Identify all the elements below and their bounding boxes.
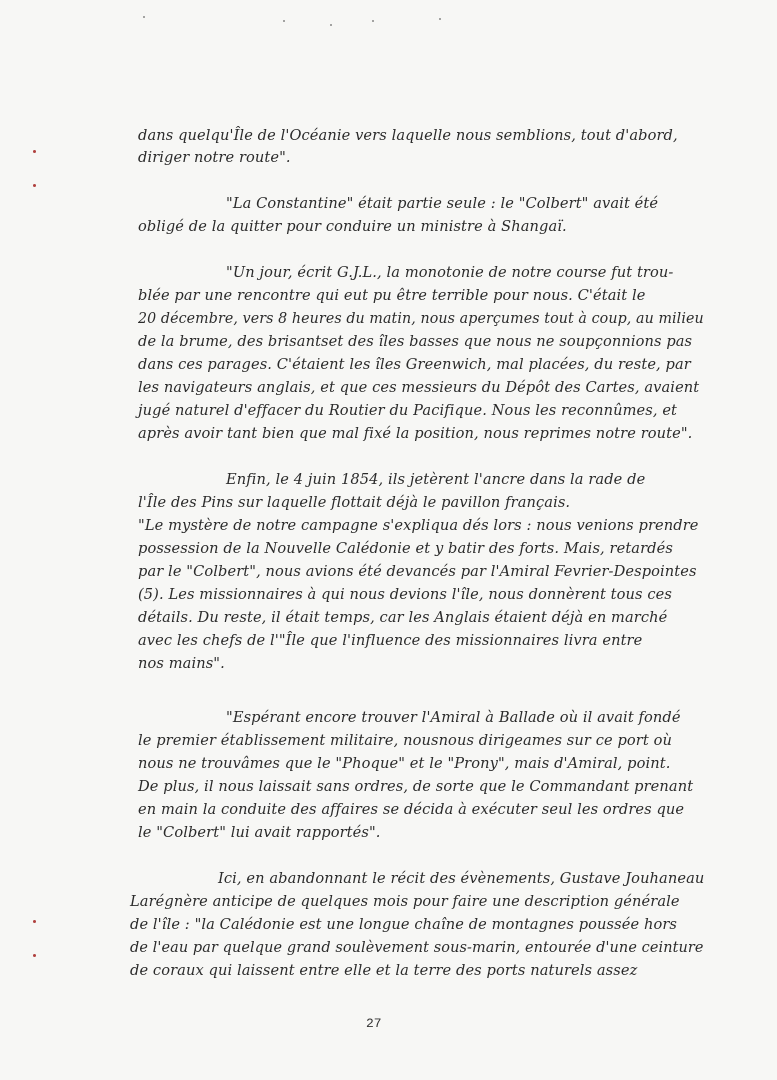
text-line: jugé naturel d'effacer du Routier du Pacifique. Nous les reconnûmes, et	[138, 402, 678, 419]
text-line: "Le mystère de notre campagne s'expliqua dés lors : nous venions prendre	[138, 517, 699, 534]
text-line: de l'île : "la Calédonie est une longue chaîne de montagnes poussée hors	[130, 916, 677, 933]
scan-speck	[439, 18, 441, 20]
text-line: l'Île des Pins sur laquelle flottait déjà le pavillon français.	[138, 494, 571, 511]
text-line: de la brume, des brisantset des îles basses que nous ne soupçonnions pas	[138, 333, 693, 350]
text-line: (5). Les missionnaires à qui nous devions l'île, nous donnèrent tous ces	[138, 586, 672, 603]
text-line: avec les chefs de l'"Île que l'influence des missionnaires livra entre	[138, 632, 643, 649]
scan-speck	[372, 20, 374, 22]
text-line: les navigateurs anglais, et que ces messieurs du Dépôt des Cartes, avaient	[138, 379, 700, 396]
scan-speck	[143, 16, 145, 18]
text-line: de l'eau par quelque grand soulèvement sous-marin, entourée d'une ceinture	[130, 939, 704, 956]
text-line: après avoir tant bien que mal fixé la position, nous reprimes notre route".	[138, 425, 693, 442]
text-line: obligé de la quitter pour conduire un ministre à Shangaï.	[138, 218, 567, 235]
text-line: en main la conduite des affaires se décida à exécuter seul les ordres que	[138, 801, 685, 818]
text-line: Enfin, le 4 juin 1854, ils jetèrent l'ancre dans la rade de	[226, 471, 646, 488]
page-number: 27	[366, 1016, 382, 1031]
text-line: détails. Du reste, il était temps, car les Anglais étaient déjà en marché	[138, 609, 668, 626]
text-line: nos mains".	[138, 655, 225, 672]
text-line: dans ces parages. C'étaient les îles Greenwich, mal placées, du reste, par	[138, 356, 691, 373]
text-line: par le "Colbert", nous avions été devancés par l'Amiral Fevrier-Despointes	[138, 563, 697, 580]
text-line: de coraux qui laissent entre elle et la terre des ports naturels assez	[130, 962, 638, 979]
text-line: "Un jour, écrit G.J.L., la monotonie de notre course fut trou-	[226, 264, 674, 281]
text-line: Larégnère anticipe de quelques mois pour faire une description générale	[130, 893, 680, 910]
text-line: nous ne trouvâmes que le "Phoque" et le "Prony", mais d'Amiral, point.	[138, 755, 671, 772]
margin-mark	[33, 184, 36, 187]
scan-speck	[330, 24, 332, 26]
text-line: Ici, en abandonnant le récit des évènements, Gustave Jouhaneau	[218, 870, 705, 887]
text-line: le "Colbert" lui avait rapportés".	[138, 824, 381, 841]
text-line: De plus, il nous laissait sans ordres, de sorte que le Commandant prenant	[138, 778, 694, 795]
text-line: possession de la Nouvelle Calédonie et y batir des forts. Mais, retardés	[138, 540, 673, 557]
text-line: 20 décembre, vers 8 heures du matin, nous aperçumes tout à coup, au milieu	[138, 310, 704, 327]
margin-mark	[33, 920, 36, 923]
text-line: blée par une rencontre qui eut pu être terrible pour nous. C'était le	[138, 287, 646, 304]
text-line: "La Constantine" était partie seule : le "Colbert" avait été	[226, 195, 659, 212]
text-line: le premier établissement militaire, nousnous dirigeames sur ce port où	[138, 732, 672, 749]
margin-mark	[33, 150, 36, 153]
margin-mark	[33, 954, 36, 957]
scan-speck	[283, 20, 285, 22]
text-line: diriger notre route".	[138, 149, 291, 166]
text-line: dans quelqu'Île de l'Océanie vers laquelle nous semblions, tout d'abord,	[138, 127, 678, 144]
text-line: "Espérant encore trouver l'Amiral à Ballade où il avait fondé	[226, 709, 681, 726]
